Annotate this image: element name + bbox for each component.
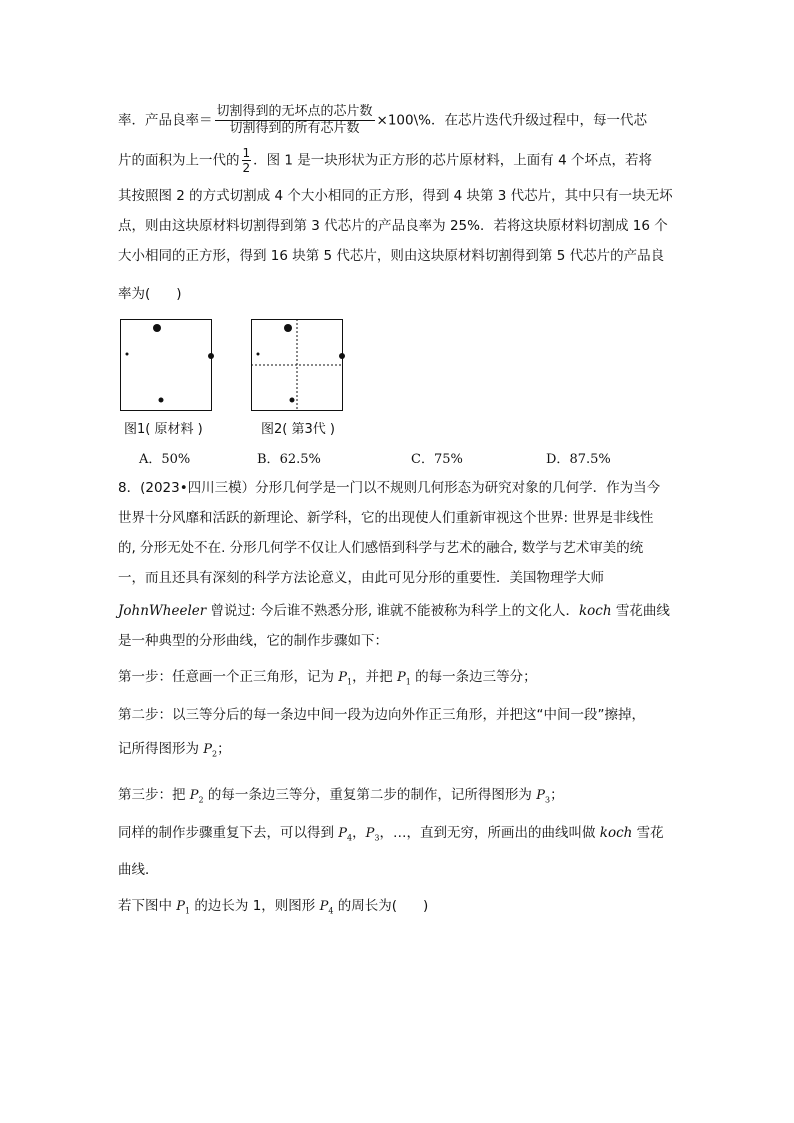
defect-point <box>284 324 292 332</box>
p-letter: P <box>396 670 406 685</box>
q7-text: 率．产品良率＝ <box>118 112 213 129</box>
choice-value: 50% <box>161 452 191 467</box>
step-text: ， <box>352 825 366 841</box>
koch-term: koch <box>578 603 612 619</box>
choice-d[interactable] <box>546 448 611 467</box>
koch-term: koch <box>599 825 633 841</box>
step-3 <box>118 785 564 811</box>
defect-point <box>153 324 161 332</box>
q8-text: 曾说过: 今后谁不熟悉分形, 谁就不能被称为科学上的文化人． <box>206 603 579 619</box>
p3-symbol <box>536 788 550 803</box>
q7-line-1 <box>118 104 647 137</box>
defect-point <box>208 353 214 359</box>
q8-line-1: 8．(2023•四川三模）分形几何学是一门以不规则几何形态为研究对象的几何学．作为当今 <box>118 480 661 496</box>
choice-label: A． <box>139 452 162 467</box>
p-letter: P <box>536 788 545 803</box>
defect-point <box>290 398 295 403</box>
question-text: 的边长为 1，则图形 <box>190 898 320 914</box>
p-subscript: 1 <box>185 906 191 916</box>
figure-1-svg <box>120 319 212 411</box>
p-subscript: 4 <box>347 833 353 843</box>
p-subscript: 4 <box>328 906 334 916</box>
person-name: JohnWheeler <box>118 603 207 619</box>
p-letter: P <box>319 899 329 914</box>
q7-line-3: 其按照图 2 的方式切割成 4 个大小相同的正方形，得到 4 块第 3 代芯片，其中只有一块无坏 <box>118 188 673 204</box>
q8-line-2: 世界十分风靡和活跃的新理论、新学科，它的出现使人们重新审视这个世界: 世界是非线性 <box>118 510 654 526</box>
p-letter: P <box>189 788 199 803</box>
step-text: 的每一条边三等分，重复第二步的制作，记所得图形为 <box>203 787 537 803</box>
defect-point <box>126 353 129 356</box>
question-text: 的周长为( <box>333 898 398 914</box>
q7-text: 率为( <box>118 286 151 302</box>
question-text: ) <box>423 898 429 914</box>
q7-line-6 <box>118 284 182 304</box>
p-letter: P <box>365 826 375 841</box>
step-text: 的每一条边三等分； <box>410 669 537 685</box>
q7-line-5: 大小相同的正方形，得到 16 块第 5 代芯片，则由这块原材料切割得到第 5 代芯片的产品良 <box>118 248 665 264</box>
step-text: 雪花 <box>632 825 664 841</box>
step-text: 记所得图形为 <box>118 741 204 757</box>
q8-line-6: 是一种典型的分形曲线，它的制作步骤如下： <box>118 633 388 649</box>
step-2-line-2 <box>118 739 231 765</box>
p-subscript: 3 <box>544 795 551 805</box>
p4-symbol <box>320 899 334 914</box>
half-fraction <box>242 146 252 175</box>
step-4-line-2: 曲线． <box>118 862 159 878</box>
q7-line-4: 点，则由这块原材料切割得到第 3 代芯片的产品良率为 25%．若将这块原材料切割成 16 个 <box>118 218 668 234</box>
figure-2-third-gen <box>251 319 343 411</box>
p-letter: P <box>203 742 213 757</box>
choice-label: C． <box>411 452 434 467</box>
step-text: 同样的制作步骤重复下去，可以得到 <box>118 825 339 841</box>
p1-symbol <box>176 899 190 914</box>
p-subscript: 1 <box>405 677 411 687</box>
q7-text: ) <box>176 286 182 302</box>
step-text: ，…，直到无穷，所画出的曲线叫做 <box>379 825 600 841</box>
q7-text: ×100\%．在芯片迭代升级过程中，每一代芯 <box>376 112 647 129</box>
step-4-line-1 <box>118 823 664 849</box>
step-text: ； <box>550 787 564 803</box>
choice-value: 62.5% <box>279 452 321 467</box>
q8-line-5 <box>118 601 670 621</box>
q7-text: 片的面积为上一代的 <box>118 152 240 169</box>
p4-symbol <box>338 826 352 841</box>
choice-value: 75% <box>433 452 463 467</box>
figure-1-caption: 图1( 原材料 ) <box>124 422 203 437</box>
p-subscript: 1 <box>347 677 353 687</box>
q7-text: ．图 1 是一块形状为正方形的芯片原材料，上面有 4 个坏点，若将 <box>253 152 652 169</box>
fraction-denominator: 2 <box>242 161 251 175</box>
q8-question <box>118 896 428 922</box>
defect-point <box>159 398 164 403</box>
question-text: 若下图中 <box>118 898 177 914</box>
p1-symbol <box>397 670 411 685</box>
figure-1-raw-material <box>120 319 212 411</box>
p-letter: P <box>176 899 186 914</box>
p-subscript: 2 <box>212 749 218 759</box>
fraction-numerator: 切割得到的无坏点的芯片数 <box>216 104 373 119</box>
q8-line-3: 的, 分形无处不在. 分形几何学不仅让人们感悟到科学与艺术的融合, 数学与艺术审美的统 <box>118 540 644 556</box>
choice-value: 87.5% <box>569 452 611 467</box>
p-subscript: 2 <box>198 795 204 805</box>
step-1 <box>118 667 537 693</box>
q8-text: 雪花曲线 <box>611 603 670 619</box>
q7-line-2 <box>118 146 652 175</box>
p-letter: P <box>338 670 348 685</box>
p2-symbol <box>190 788 204 803</box>
p3-symbol <box>366 826 380 841</box>
figure-2-caption: 图2( 第3代 ) <box>261 422 335 437</box>
choice-a[interactable] <box>139 448 190 467</box>
step-text: ； <box>217 741 231 757</box>
choice-b[interactable] <box>257 448 321 467</box>
q8-line-4: 一，而且还具有深刻的科学方法论意义，由此可见分形的重要性．美国物理学大师 <box>118 570 604 586</box>
p-letter: P <box>338 826 348 841</box>
p1-symbol <box>338 670 352 685</box>
choice-label: D． <box>546 452 570 467</box>
step-text: 第一步：任意画一个正三角形，记为 <box>118 669 339 685</box>
choice-c[interactable] <box>411 448 463 467</box>
yield-fraction <box>215 104 375 137</box>
figure-2-svg <box>251 319 343 411</box>
p-subscript: 3 <box>374 833 380 843</box>
defect-point <box>339 353 345 359</box>
p2-symbol <box>203 742 217 757</box>
fraction-numerator: 1 <box>242 146 251 160</box>
step-2-line-1: 第二步：以三等分后的每一条边中间一段为边向外作正三角形，并把这“中间一段”擦掉， <box>118 707 645 723</box>
fraction-denominator: 切割得到的所有芯片数 <box>229 121 360 136</box>
defect-point <box>257 353 260 356</box>
step-text: ，并把 <box>352 669 397 685</box>
choice-label: B． <box>257 452 280 467</box>
step-text: 第三步：把 <box>118 787 190 803</box>
